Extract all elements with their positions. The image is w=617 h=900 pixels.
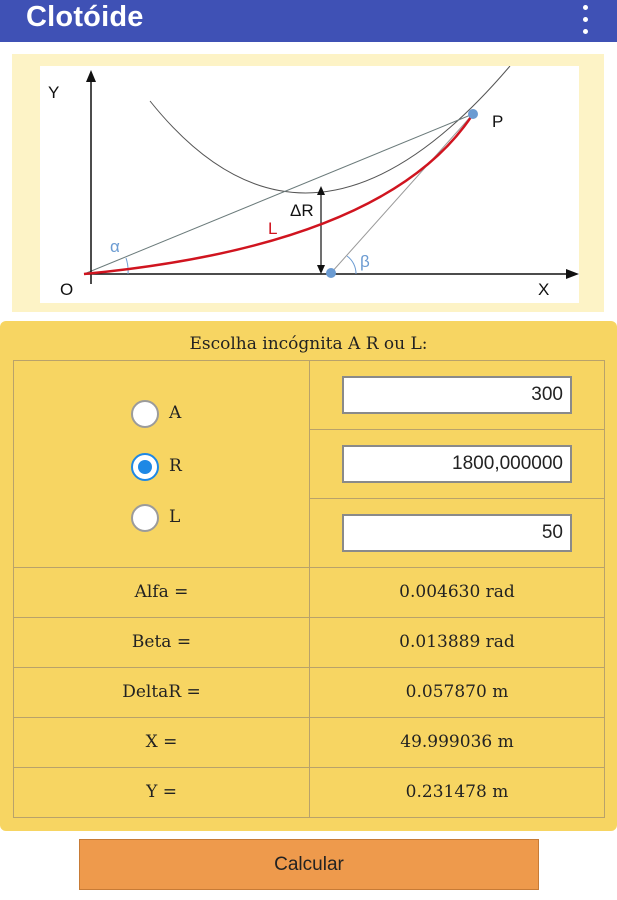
y-axis-arrow	[86, 70, 96, 82]
alpha-label: α	[110, 237, 120, 256]
form-title: Escolha incógnita A R ou L:	[189, 334, 428, 354]
tangent-line	[331, 114, 473, 273]
beta-label: β	[360, 252, 370, 271]
delta-r-value: 0.057870 m	[309, 667, 605, 718]
radio-group-cell	[13, 360, 310, 568]
radio-r-label: R	[169, 456, 182, 476]
point-p-label: P	[492, 112, 504, 131]
delta-r-arrow-bottom	[317, 265, 325, 274]
beta-label: Beta =	[13, 617, 310, 668]
alpha-arc	[126, 258, 128, 274]
center-point-marker	[326, 268, 336, 278]
l-value-input[interactable]	[342, 514, 572, 552]
radio-l[interactable]	[131, 504, 159, 532]
beta-value: 0.013889 rad	[309, 617, 605, 668]
beta-arc	[347, 256, 356, 274]
radio-a-label: A	[169, 403, 182, 423]
app-bar	[0, 0, 617, 42]
x-value: 49.999036 m	[309, 717, 605, 768]
x-axis-label: X	[538, 280, 550, 299]
y-value: 0.231478 m	[309, 767, 605, 818]
form-grid	[13, 360, 605, 818]
radio-r[interactable]	[131, 453, 159, 481]
r-value-input[interactable]	[342, 445, 572, 483]
app-title: Clotóide	[26, 1, 144, 33]
alfa-value: 0.004630 rad	[309, 567, 605, 618]
clothoid-diagram	[40, 66, 579, 303]
delta-r-label: ΔR	[290, 201, 314, 220]
a-value-input[interactable]	[342, 376, 572, 414]
origin-label: O	[60, 280, 74, 299]
alfa-label: Alfa =	[13, 567, 310, 618]
radio-a[interactable]	[131, 400, 159, 428]
osculating-circle	[150, 66, 510, 193]
more-vert-icon[interactable]	[581, 5, 589, 37]
y-axis-label: Y	[48, 83, 60, 102]
input-cell-r	[309, 429, 605, 499]
y-label: Y =	[13, 767, 310, 818]
input-cell-l	[309, 498, 605, 568]
delta-r-arrow-top	[317, 186, 325, 195]
point-p-marker	[468, 109, 478, 119]
calcular-button[interactable]: Calcular	[79, 839, 539, 890]
x-label: X =	[13, 717, 310, 768]
input-cell-a	[309, 360, 605, 430]
length-label: L	[268, 219, 278, 238]
chord-line	[84, 114, 473, 274]
delta-r-row-label: DeltaR =	[13, 667, 310, 718]
x-axis-arrow	[566, 269, 579, 279]
clothoid-diagram-frame	[12, 54, 604, 312]
radio-l-label: L	[169, 507, 181, 527]
